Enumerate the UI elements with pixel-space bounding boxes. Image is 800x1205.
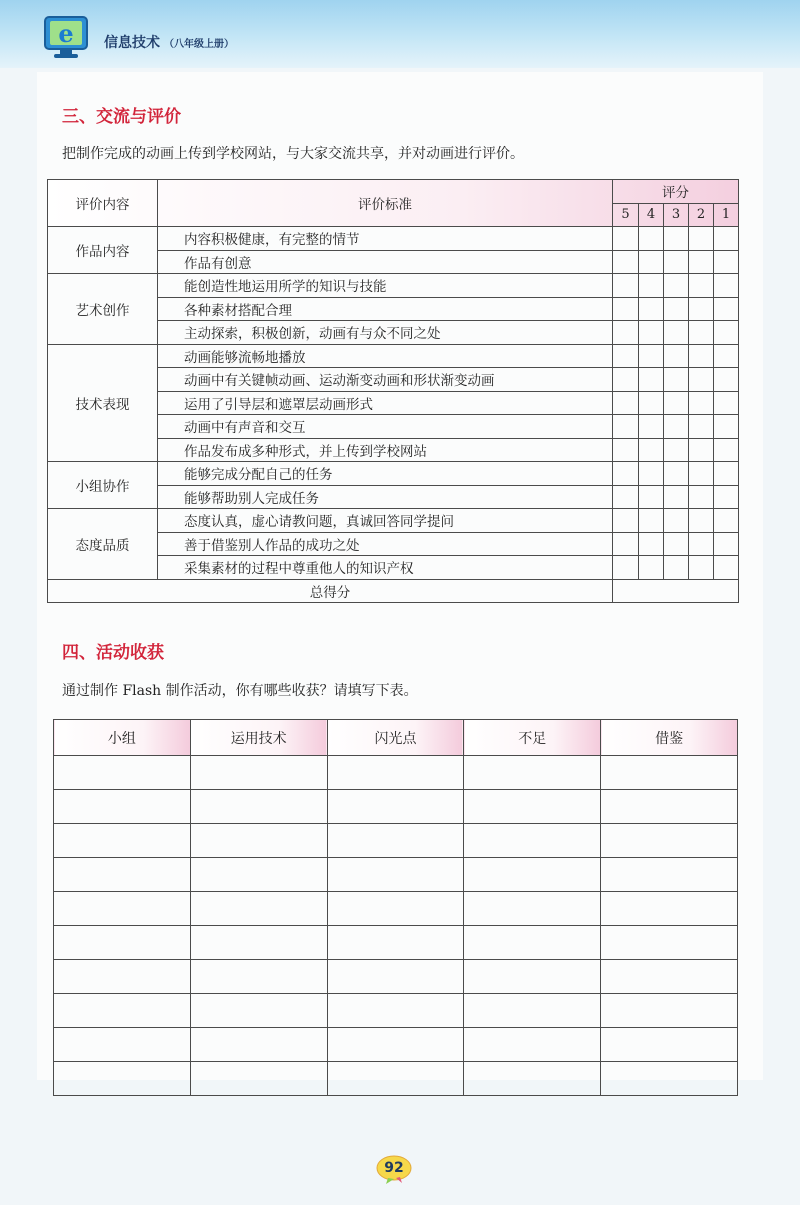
- score-cell[interactable]: [639, 556, 664, 580]
- score-cell[interactable]: [714, 509, 739, 533]
- harvest-cell[interactable]: [190, 892, 327, 926]
- harvest-cell[interactable]: [327, 994, 464, 1028]
- score-cell[interactable]: [613, 391, 639, 415]
- score-cell[interactable]: [714, 274, 739, 298]
- eval-criterion: 能够帮助别人完成任务: [158, 485, 613, 509]
- harvest-cell[interactable]: [601, 994, 738, 1028]
- score-cell[interactable]: [689, 462, 714, 486]
- harvest-cell[interactable]: [54, 824, 191, 858]
- score-cell[interactable]: [714, 462, 739, 486]
- score-cell[interactable]: [664, 438, 689, 462]
- harvest-cell[interactable]: [601, 790, 738, 824]
- eval-criterion: 运用了引导层和遮罩层动画形式: [158, 391, 613, 415]
- eval-criterion: 采集素材的过程中尊重他人的知识产权: [158, 556, 613, 580]
- harvest-row: [54, 824, 738, 858]
- harvest-cell[interactable]: [327, 960, 464, 994]
- score-cell[interactable]: [689, 438, 714, 462]
- score-cell[interactable]: [613, 274, 639, 298]
- eval-criterion: 能够完成分配自己的任务: [158, 462, 613, 486]
- harvest-cell[interactable]: [54, 960, 191, 994]
- harvest-cell[interactable]: [327, 892, 464, 926]
- score-cell[interactable]: [664, 274, 689, 298]
- score-col-header: 1: [714, 203, 739, 227]
- score-cell[interactable]: [714, 297, 739, 321]
- harvest-cell[interactable]: [327, 926, 464, 960]
- svg-text:e: e: [58, 19, 74, 48]
- section-3-intro: 把制作完成的动画上传到学校网站，与大家交流共享，并对动画进行评价。: [62, 146, 524, 162]
- score-col-header: 5: [613, 203, 639, 227]
- score-cell[interactable]: [639, 391, 664, 415]
- score-cell[interactable]: [639, 321, 664, 345]
- harvest-col-header: 不足: [464, 720, 601, 756]
- harvest-cell[interactable]: [190, 1062, 327, 1096]
- harvest-cell[interactable]: [190, 926, 327, 960]
- harvest-cell[interactable]: [190, 858, 327, 892]
- harvest-row: [54, 1062, 738, 1096]
- harvest-cell[interactable]: [54, 790, 191, 824]
- harvest-cell[interactable]: [601, 858, 738, 892]
- col-standard-header: 评价标准: [158, 180, 613, 227]
- score-cell[interactable]: [689, 297, 714, 321]
- score-cell[interactable]: [664, 344, 689, 368]
- book-subtitle: （八年级上册）: [164, 39, 234, 50]
- harvest-cell[interactable]: [601, 892, 738, 926]
- eval-row: [48, 509, 739, 533]
- harvest-cell[interactable]: [190, 790, 327, 824]
- score-cell[interactable]: [613, 227, 639, 251]
- score-cell[interactable]: [714, 391, 739, 415]
- harvest-cell[interactable]: [464, 858, 601, 892]
- score-cell[interactable]: [714, 532, 739, 556]
- score-cell[interactable]: [639, 415, 664, 439]
- harvest-cell[interactable]: [190, 824, 327, 858]
- harvest-cell[interactable]: [464, 824, 601, 858]
- harvest-cell[interactable]: [190, 1028, 327, 1062]
- harvest-cell[interactable]: [327, 858, 464, 892]
- harvest-row: [54, 756, 738, 790]
- score-cell[interactable]: [664, 321, 689, 345]
- score-cell[interactable]: [664, 368, 689, 392]
- score-cell[interactable]: [689, 509, 714, 533]
- score-cell[interactable]: [664, 297, 689, 321]
- harvest-cell[interactable]: [464, 960, 601, 994]
- score-cell[interactable]: [639, 368, 664, 392]
- eval-row: [48, 227, 739, 251]
- score-cell[interactable]: [639, 344, 664, 368]
- eval-criterion: 作品发布成多种形式，并上传到学校网站: [158, 438, 613, 462]
- harvest-cell[interactable]: [54, 858, 191, 892]
- total-score-cell[interactable]: [613, 579, 739, 603]
- page-number: 92: [384, 1160, 404, 1176]
- score-cell[interactable]: [714, 368, 739, 392]
- eval-criterion: 能创造性地运用所学的知识与技能: [158, 274, 613, 298]
- page-number-badge: [376, 1154, 412, 1184]
- eval-category: 态度品质: [48, 509, 158, 580]
- score-cell[interactable]: [639, 297, 664, 321]
- score-col-header: 4: [639, 203, 664, 227]
- harvest-table: [53, 719, 738, 1096]
- harvest-cell[interactable]: [54, 994, 191, 1028]
- harvest-cell[interactable]: [190, 756, 327, 790]
- eval-criterion: 各种素材搭配合理: [158, 297, 613, 321]
- harvest-cell[interactable]: [464, 994, 601, 1028]
- eval-category: 作品内容: [48, 227, 158, 274]
- score-cell[interactable]: [664, 485, 689, 509]
- score-cell[interactable]: [639, 274, 664, 298]
- harvest-cell[interactable]: [464, 1062, 601, 1096]
- eval-header-row: [48, 180, 739, 204]
- score-col-header: 2: [689, 203, 714, 227]
- score-cell[interactable]: [689, 321, 714, 345]
- harvest-cell[interactable]: [327, 790, 464, 824]
- eval-criterion: 动画中有关键帧动画、运动渐变动画和形状渐变动画: [158, 368, 613, 392]
- eval-criterion: 内容积极健康，有完整的情节: [158, 227, 613, 251]
- harvest-row: [54, 892, 738, 926]
- harvest-cell[interactable]: [601, 1062, 738, 1096]
- score-cell[interactable]: [689, 485, 714, 509]
- score-cell[interactable]: [613, 485, 639, 509]
- harvest-cell[interactable]: [54, 1062, 191, 1096]
- score-cell[interactable]: [689, 391, 714, 415]
- harvest-cell[interactable]: [464, 756, 601, 790]
- harvest-col-header: 运用技术: [190, 720, 327, 756]
- score-cell[interactable]: [714, 556, 739, 580]
- harvest-row: [54, 858, 738, 892]
- eval-row: [48, 344, 739, 368]
- eval-category: 小组协作: [48, 462, 158, 509]
- score-cell[interactable]: [689, 250, 714, 274]
- harvest-cell[interactable]: [327, 1028, 464, 1062]
- harvest-cell[interactable]: [327, 824, 464, 858]
- harvest-row: [54, 790, 738, 824]
- score-cell[interactable]: [714, 227, 739, 251]
- harvest-row: [54, 960, 738, 994]
- col-score-header: 评分: [613, 180, 739, 204]
- eval-criterion: 动画中有声音和交互: [158, 415, 613, 439]
- score-col-header: 3: [664, 203, 689, 227]
- score-cell[interactable]: [664, 391, 689, 415]
- score-cell[interactable]: [613, 344, 639, 368]
- score-cell[interactable]: [664, 250, 689, 274]
- score-cell[interactable]: [714, 250, 739, 274]
- score-cell[interactable]: [714, 344, 739, 368]
- score-cell[interactable]: [689, 344, 714, 368]
- score-cell[interactable]: [613, 438, 639, 462]
- eval-criterion: 主动探索，积极创新，动画有与众不同之处: [158, 321, 613, 345]
- harvest-cell[interactable]: [54, 892, 191, 926]
- score-cell[interactable]: [664, 532, 689, 556]
- score-cell[interactable]: [613, 297, 639, 321]
- score-cell[interactable]: [639, 532, 664, 556]
- score-cell[interactable]: [613, 462, 639, 486]
- score-cell[interactable]: [613, 415, 639, 439]
- score-cell[interactable]: [714, 485, 739, 509]
- score-cell[interactable]: [689, 532, 714, 556]
- eval-criterion: 动画能够流畅地播放: [158, 344, 613, 368]
- eval-row: [48, 274, 739, 298]
- score-cell[interactable]: [689, 415, 714, 439]
- eval-criterion: 善于借鉴别人作品的成功之处: [158, 532, 613, 556]
- harvest-cell[interactable]: [327, 756, 464, 790]
- eval-row: [48, 462, 739, 486]
- score-cell[interactable]: [664, 509, 689, 533]
- harvest-cell[interactable]: [54, 756, 191, 790]
- score-cell[interactable]: [613, 250, 639, 274]
- harvest-row: [54, 994, 738, 1028]
- ie-browser-logo-icon: [44, 16, 88, 60]
- score-cell[interactable]: [714, 321, 739, 345]
- score-cell[interactable]: [689, 227, 714, 251]
- section-4-title: 四、活动收获: [62, 643, 164, 663]
- harvest-cell[interactable]: [601, 1028, 738, 1062]
- harvest-cell[interactable]: [54, 1028, 191, 1062]
- score-cell[interactable]: [714, 438, 739, 462]
- harvest-row: [54, 1028, 738, 1062]
- score-cell[interactable]: [613, 556, 639, 580]
- score-cell[interactable]: [664, 462, 689, 486]
- harvest-cell[interactable]: [190, 960, 327, 994]
- eval-criterion: 作品有创意: [158, 250, 613, 274]
- book-title: 信息技术 （八年级上册）: [104, 35, 234, 51]
- eval-category: 技术表现: [48, 344, 158, 462]
- harvest-header-row: [54, 720, 738, 756]
- eval-criterion: 态度认真，虚心请教问题，真诚回答同学提问: [158, 509, 613, 533]
- harvest-cell[interactable]: [327, 1062, 464, 1096]
- harvest-cell[interactable]: [601, 960, 738, 994]
- score-cell[interactable]: [639, 485, 664, 509]
- score-cell[interactable]: [639, 250, 664, 274]
- score-cell[interactable]: [714, 415, 739, 439]
- score-cell[interactable]: [639, 227, 664, 251]
- harvest-cell[interactable]: [464, 926, 601, 960]
- score-cell[interactable]: [689, 274, 714, 298]
- section-3-title: 三、交流与评价: [62, 107, 181, 127]
- harvest-cell[interactable]: [601, 926, 738, 960]
- harvest-row: [54, 926, 738, 960]
- score-cell[interactable]: [664, 415, 689, 439]
- score-cell[interactable]: [639, 438, 664, 462]
- harvest-col-header: 小组: [54, 720, 191, 756]
- harvest-col-header: 闪光点: [327, 720, 464, 756]
- evaluation-table: [47, 179, 739, 603]
- harvest-cell[interactable]: [464, 892, 601, 926]
- score-cell[interactable]: [689, 556, 714, 580]
- total-score-label: 总得分: [48, 579, 613, 603]
- harvest-cell[interactable]: [54, 926, 191, 960]
- score-cell[interactable]: [639, 509, 664, 533]
- score-cell[interactable]: [664, 556, 689, 580]
- harvest-cell[interactable]: [601, 756, 738, 790]
- score-cell[interactable]: [639, 462, 664, 486]
- harvest-cell[interactable]: [464, 790, 601, 824]
- harvest-cell[interactable]: [464, 1028, 601, 1062]
- score-cell[interactable]: [664, 227, 689, 251]
- score-cell[interactable]: [613, 321, 639, 345]
- harvest-col-header: 借鉴: [601, 720, 738, 756]
- col-content-header: 评价内容: [48, 180, 158, 227]
- score-cell[interactable]: [613, 368, 639, 392]
- harvest-cell[interactable]: [601, 824, 738, 858]
- harvest-cell[interactable]: [190, 994, 327, 1028]
- section-4-intro: 通过制作 Flash 制作活动，你有哪些收获？请填写下表。: [62, 683, 418, 699]
- eval-category: 艺术创作: [48, 274, 158, 345]
- score-cell[interactable]: [613, 532, 639, 556]
- score-cell[interactable]: [689, 368, 714, 392]
- total-row: [48, 579, 739, 603]
- score-cell[interactable]: [613, 509, 639, 533]
